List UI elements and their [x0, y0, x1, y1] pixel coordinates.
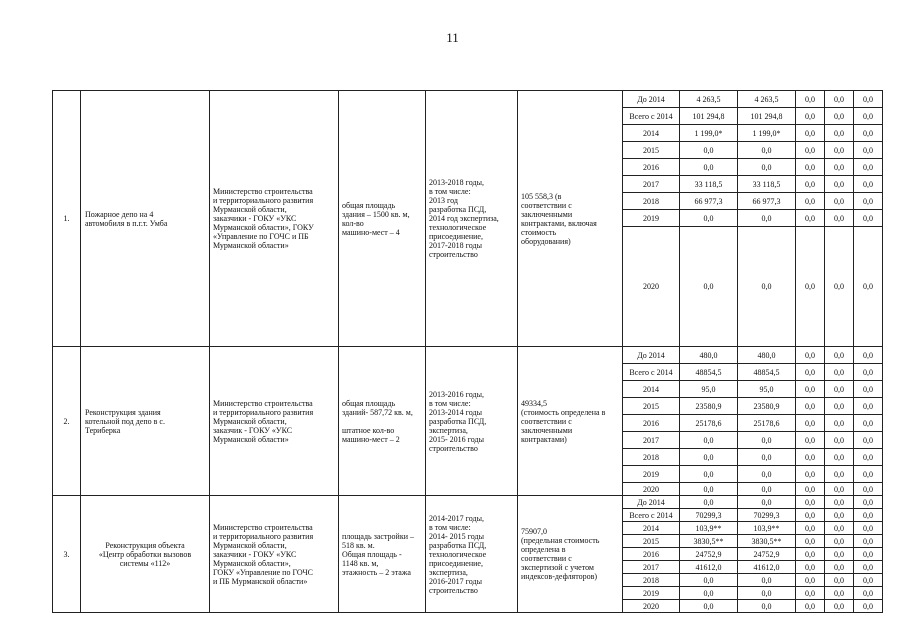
- value-cell: 95,0: [738, 381, 796, 398]
- value-cell: 24752,9: [680, 548, 738, 561]
- value-cell: 0,0: [825, 210, 854, 227]
- year-cell: 2014: [623, 522, 680, 535]
- year-cell: 2018: [623, 449, 680, 466]
- value-cell: 70299,3: [680, 509, 738, 522]
- value-cell: 103,9**: [738, 522, 796, 535]
- value-cell: 66 977,3: [680, 193, 738, 210]
- value-cell: 0,0: [738, 210, 796, 227]
- value-cell: 0,0: [680, 159, 738, 176]
- value-cell: 0,0: [854, 548, 883, 561]
- investment-table: [52, 90, 883, 613]
- value-cell: 25178,6: [738, 415, 796, 432]
- value-cell: 0,0: [796, 176, 825, 193]
- table-row: [53, 91, 883, 108]
- value-cell: 0,0: [796, 496, 825, 509]
- value-cell: 25178,6: [680, 415, 738, 432]
- value-cell: 0,0: [825, 176, 854, 193]
- year-cell: 2018: [623, 193, 680, 210]
- value-cell: 0,0: [825, 108, 854, 125]
- customer-info: Министерство строительства и территориального развития Мурманской области, заказчики - ГОКУ «УКС Мурманской области», ГОКУ «Управление по ГОЧС и ПБ Мурманской области»: [210, 91, 339, 347]
- value-cell: 0,0: [796, 600, 825, 613]
- year-cell: 2017: [623, 176, 680, 193]
- value-cell: 41612,0: [680, 561, 738, 574]
- row-number: 3.: [53, 496, 81, 613]
- year-cell: 2016: [623, 415, 680, 432]
- value-cell: 0,0: [854, 587, 883, 600]
- value-cell: 0,0: [825, 415, 854, 432]
- value-cell: 101 294,8: [680, 108, 738, 125]
- value-cell: 0,0: [854, 466, 883, 483]
- value-cell: 0,0: [825, 159, 854, 176]
- table-row: [53, 347, 883, 364]
- year-cell: 2020: [623, 227, 680, 347]
- row-number: 1.: [53, 91, 81, 347]
- value-cell: 0,0: [680, 600, 738, 613]
- value-cell: 0,0: [854, 159, 883, 176]
- value-cell: 0,0: [796, 193, 825, 210]
- value-cell: 0,0: [825, 561, 854, 574]
- value-cell: 33 118,5: [680, 176, 738, 193]
- value-cell: 4 263,5: [738, 91, 796, 108]
- value-cell: 0,0: [825, 509, 854, 522]
- object-name: Пожарное депо на 4 автомобиля в п.г.т. Умба: [81, 91, 210, 347]
- value-cell: 0,0: [854, 227, 883, 347]
- value-cell: 0,0: [796, 108, 825, 125]
- value-cell: 0,0: [680, 587, 738, 600]
- value-cell: 33 118,5: [738, 176, 796, 193]
- value-cell: 0,0: [680, 496, 738, 509]
- value-cell: 0,0: [854, 449, 883, 466]
- value-cell: 0,0: [854, 509, 883, 522]
- value-cell: 0,0: [825, 449, 854, 466]
- value-cell: 0,0: [738, 449, 796, 466]
- value-cell: 0,0: [825, 522, 854, 535]
- object-name: Реконструкция объекта «Центр обработки вызовов системы «112»: [81, 496, 210, 613]
- value-cell: 480,0: [738, 347, 796, 364]
- period-info: 2013-2018 годы, в том числе: 2013 год разработка ПСД, 2014 год экспертиза, технологическое присоединение, 2017-2018 годы строительство: [426, 91, 518, 347]
- cost-info: 105 558,3 (в соответствии с заключенными контрактами, включая стоимость оборудования): [518, 91, 623, 347]
- value-cell: 0,0: [854, 432, 883, 449]
- year-cell: 2019: [623, 210, 680, 227]
- value-cell: 0,0: [738, 600, 796, 613]
- table-row: [53, 496, 883, 509]
- value-cell: 0,0: [825, 496, 854, 509]
- value-cell: 0,0: [825, 432, 854, 449]
- row-number: 2.: [53, 347, 81, 496]
- value-cell: 23580,9: [680, 398, 738, 415]
- value-cell: 0,0: [738, 574, 796, 587]
- cost-info: 75907,0 (предельная стоимость определена в соответствии с экспертизой с учетом индексов-дефляторов): [518, 496, 623, 613]
- value-cell: 0,0: [796, 125, 825, 142]
- value-cell: 103,9**: [680, 522, 738, 535]
- value-cell: 0,0: [738, 159, 796, 176]
- value-cell: 0,0: [796, 509, 825, 522]
- value-cell: 0,0: [796, 561, 825, 574]
- value-cell: 0,0: [796, 466, 825, 483]
- value-cell: 1 199,0*: [680, 125, 738, 142]
- year-cell: 2018: [623, 574, 680, 587]
- value-cell: 0,0: [854, 381, 883, 398]
- value-cell: 66 977,3: [738, 193, 796, 210]
- value-cell: 48854,5: [738, 364, 796, 381]
- value-cell: 70299,3: [738, 509, 796, 522]
- value-cell: 0,0: [796, 159, 825, 176]
- value-cell: 0,0: [680, 483, 738, 496]
- value-cell: 23580,9: [738, 398, 796, 415]
- value-cell: 48854,5: [680, 364, 738, 381]
- year-cell: 2014: [623, 381, 680, 398]
- value-cell: 0,0: [854, 574, 883, 587]
- year-cell: 2016: [623, 159, 680, 176]
- value-cell: 0,0: [796, 91, 825, 108]
- year-cell: 2019: [623, 587, 680, 600]
- value-cell: 0,0: [825, 398, 854, 415]
- value-cell: 0,0: [796, 142, 825, 159]
- customer-info: Министерство строительства и территориального развития Мурманской области, заказчики - ГОКУ «УКС Мурманской области», ГОКУ «Управление по ГОЧС и ПБ Мурманской области»: [210, 496, 339, 613]
- value-cell: 0,0: [796, 483, 825, 496]
- value-cell: 101 294,8: [738, 108, 796, 125]
- value-cell: 0,0: [738, 432, 796, 449]
- value-cell: 0,0: [854, 125, 883, 142]
- value-cell: 0,0: [854, 176, 883, 193]
- value-cell: 0,0: [854, 193, 883, 210]
- year-cell: 2015: [623, 535, 680, 548]
- value-cell: 0,0: [854, 535, 883, 548]
- value-cell: 41612,0: [738, 561, 796, 574]
- value-cell: 0,0: [680, 466, 738, 483]
- value-cell: 0,0: [854, 561, 883, 574]
- value-cell: 0,0: [825, 535, 854, 548]
- value-cell: 0,0: [738, 483, 796, 496]
- year-cell: 2020: [623, 483, 680, 496]
- value-cell: 0,0: [825, 364, 854, 381]
- value-cell: 0,0: [854, 398, 883, 415]
- capacity-info: общая площадь зданий- 587,72 кв. м, штатное кол-во машино-мест – 2: [339, 347, 426, 496]
- object-name: Реконструкция здания котельной под депо в с. Териберка: [81, 347, 210, 496]
- value-cell: 0,0: [796, 522, 825, 535]
- value-cell: 4 263,5: [680, 91, 738, 108]
- value-cell: 0,0: [796, 432, 825, 449]
- value-cell: 0,0: [796, 574, 825, 587]
- value-cell: 0,0: [854, 210, 883, 227]
- value-cell: 0,0: [738, 227, 796, 347]
- year-cell: 2017: [623, 561, 680, 574]
- value-cell: 0,0: [854, 347, 883, 364]
- value-cell: 0,0: [680, 227, 738, 347]
- value-cell: 0,0: [796, 535, 825, 548]
- value-cell: 0,0: [825, 483, 854, 496]
- value-cell: 0,0: [825, 548, 854, 561]
- value-cell: 0,0: [796, 227, 825, 347]
- year-cell: Всего с 2014: [623, 364, 680, 381]
- year-cell: 2014: [623, 125, 680, 142]
- value-cell: 0,0: [796, 587, 825, 600]
- value-cell: 0,0: [680, 449, 738, 466]
- value-cell: 0,0: [680, 432, 738, 449]
- value-cell: 0,0: [796, 381, 825, 398]
- value-cell: 0,0: [854, 142, 883, 159]
- value-cell: 0,0: [825, 347, 854, 364]
- year-cell: До 2014: [623, 347, 680, 364]
- year-cell: До 2014: [623, 91, 680, 108]
- value-cell: 0,0: [854, 483, 883, 496]
- value-cell: 0,0: [825, 574, 854, 587]
- value-cell: 0,0: [738, 587, 796, 600]
- value-cell: 0,0: [825, 466, 854, 483]
- value-cell: 3830,5**: [680, 535, 738, 548]
- value-cell: 0,0: [854, 496, 883, 509]
- period-info: 2014-2017 годы, в том числе: 2014- 2015 годы разработка ПСД, технологическое присоединение, экспертиза, 2016-2017 годы строительство: [426, 496, 518, 613]
- year-cell: До 2014: [623, 496, 680, 509]
- capacity-info: площадь застройки – 518 кв. м. Общая площадь - 1148 кв. м, этажность – 2 этажа: [339, 496, 426, 613]
- value-cell: 480,0: [680, 347, 738, 364]
- value-cell: 0,0: [854, 522, 883, 535]
- value-cell: 0,0: [825, 587, 854, 600]
- period-info: 2013-2016 годы, в том числе: 2013-2014 годы разработка ПСД, экспертиза, 2015- 2016 годы строительство: [426, 347, 518, 496]
- value-cell: 0,0: [796, 449, 825, 466]
- value-cell: 0,0: [825, 381, 854, 398]
- year-cell: 2017: [623, 432, 680, 449]
- page-number: 11: [446, 30, 459, 45]
- value-cell: 0,0: [854, 415, 883, 432]
- value-cell: 0,0: [825, 193, 854, 210]
- year-cell: Всего с 2014: [623, 509, 680, 522]
- year-cell: 2015: [623, 398, 680, 415]
- year-cell: Всего с 2014: [623, 108, 680, 125]
- value-cell: 0,0: [825, 125, 854, 142]
- value-cell: 0,0: [796, 415, 825, 432]
- value-cell: 0,0: [796, 210, 825, 227]
- year-cell: 2016: [623, 548, 680, 561]
- value-cell: 3830,5**: [738, 535, 796, 548]
- value-cell: 0,0: [680, 142, 738, 159]
- value-cell: 0,0: [825, 91, 854, 108]
- value-cell: 1 199,0*: [738, 125, 796, 142]
- value-cell: 0,0: [854, 91, 883, 108]
- capacity-info: общая площадь здания – 1500 кв. м, кол-во машино-мест – 4: [339, 91, 426, 347]
- value-cell: 0,0: [796, 548, 825, 561]
- year-cell: 2019: [623, 466, 680, 483]
- value-cell: 0,0: [738, 466, 796, 483]
- value-cell: 0,0: [796, 398, 825, 415]
- value-cell: 0,0: [738, 142, 796, 159]
- value-cell: 0,0: [796, 364, 825, 381]
- value-cell: 0,0: [680, 574, 738, 587]
- value-cell: 0,0: [825, 142, 854, 159]
- value-cell: 0,0: [825, 600, 854, 613]
- value-cell: 0,0: [854, 364, 883, 381]
- value-cell: 0,0: [854, 108, 883, 125]
- value-cell: 95,0: [680, 381, 738, 398]
- value-cell: 0,0: [854, 600, 883, 613]
- value-cell: 0,0: [796, 347, 825, 364]
- customer-info: Министерство строительства и территориального развития Мурманской области, заказчик - ГОКУ «УКС Мурманской области»: [210, 347, 339, 496]
- year-cell: 2020: [623, 600, 680, 613]
- value-cell: 24752,9: [738, 548, 796, 561]
- value-cell: 0,0: [825, 227, 854, 347]
- value-cell: 0,0: [738, 496, 796, 509]
- cost-info: 49334,5 (стоимость определена в соответствии с заключенными контрактами): [518, 347, 623, 496]
- year-cell: 2015: [623, 142, 680, 159]
- value-cell: 0,0: [680, 210, 738, 227]
